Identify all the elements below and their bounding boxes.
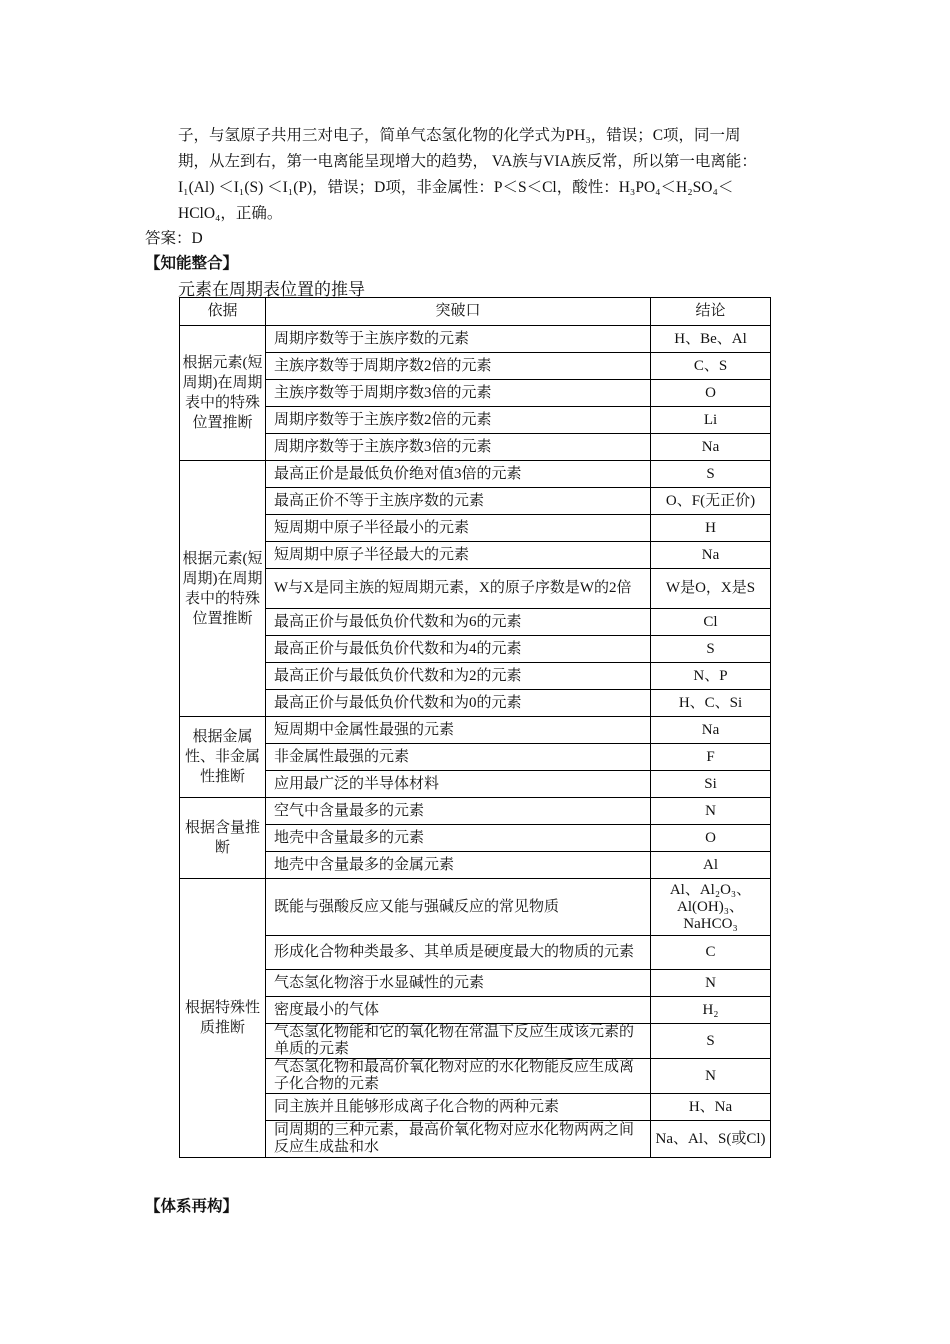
key-cell: 周期序数等于主族序数2倍的元素	[266, 407, 651, 434]
result-cell: N	[651, 1059, 771, 1094]
header-result: 结论	[651, 298, 771, 326]
table-row	[180, 542, 771, 569]
key-cell: 气态氢化物能和它的氧化物在常温下反应生成该元素的单质的元素	[266, 1024, 651, 1059]
table-title: 元素在周期表位置的推导	[178, 280, 365, 299]
result-cell: H₂	[651, 997, 771, 1024]
intro-line: 期，从左到右，第一电离能呈现增大的趋势， VA族与VIA族反常，所以第一电离能：	[178, 153, 757, 170]
key-cell: 最高正价与最低负价代数和为4的元素	[266, 636, 651, 663]
table-row	[180, 771, 771, 798]
result-cell: Al	[651, 852, 771, 879]
result-cell: Li	[651, 407, 771, 434]
table-row	[180, 879, 771, 936]
intro-line: 子，与氢原子共用三对电子，简单气态氢化物的化学式为PH₃，错误；C项，同一周	[178, 127, 741, 144]
table-row	[180, 690, 771, 717]
key-cell: 周期序数等于主族序数的元素	[266, 326, 651, 353]
key-cell: 最高正价与最低负价代数和为0的元素	[266, 690, 651, 717]
key-cell: 最高正价与最低负价代数和为6的元素	[266, 609, 651, 636]
key-cell: 主族序数等于周期序数2倍的元素	[266, 353, 651, 380]
key-cell: 周期序数等于主族序数3倍的元素	[266, 434, 651, 461]
section-heading-system: 【体系再构】	[145, 1198, 239, 1215]
table-row	[180, 1059, 771, 1094]
table-row	[180, 1024, 771, 1059]
key-cell: 气态氢化物和最高价氧化物对应的水化物能反应生成离子化合物的元素	[266, 1059, 651, 1094]
table-row	[180, 1094, 771, 1121]
table-row	[180, 407, 771, 434]
key-cell: 短周期中原子半径最小的元素	[266, 515, 651, 542]
result-cell: H	[651, 515, 771, 542]
result-cell: N	[651, 798, 771, 825]
table-row	[180, 609, 771, 636]
answer-line: 答案：D	[145, 230, 203, 247]
key-cell: 形成化合物种类最多、其单质是硬度最大的物质的元素	[266, 936, 651, 970]
key-cell: 短周期中金属性最强的元素	[266, 717, 651, 744]
key-cell: 密度最小的气体	[266, 997, 651, 1024]
result-cell: N	[651, 970, 771, 997]
table-row	[180, 997, 771, 1024]
key-cell: 地壳中含量最多的元素	[266, 825, 651, 852]
result-cell: H、Be、Al	[651, 326, 771, 353]
result-cell: H、C、Si	[651, 690, 771, 717]
intro-line: I₁(Al) ＜I₁(S) ＜I₁(P)，错误；D项，非金属性：P＜S＜Cl，酸性：H₃PO₄＜H₂SO₄＜	[178, 179, 734, 196]
table-row	[180, 488, 771, 515]
result-cell: Na	[651, 434, 771, 461]
result-cell: O、F(无正价)	[651, 488, 771, 515]
key-cell: 空气中含量最多的元素	[266, 798, 651, 825]
table-row	[180, 380, 771, 407]
key-cell: 既能与强酸反应又能与强碱反应的常见物质	[266, 879, 651, 936]
table-row	[180, 825, 771, 852]
key-cell: 最高正价不等于主族序数的元素	[266, 488, 651, 515]
key-cell: 同周期的三种元素，最高价氧化物对应水化物两两之间反应生成盐和水	[266, 1121, 651, 1158]
table-row	[180, 744, 771, 771]
header-basis: 依据	[180, 298, 266, 326]
key-cell: 应用最广泛的半导体材料	[266, 771, 651, 798]
key-cell: W与X是同主族的短周期元素，X的原子序数是W的2倍	[266, 569, 651, 609]
table-row	[180, 636, 771, 663]
result-cell: W是O，X是S	[651, 569, 771, 609]
result-cell: Na	[651, 542, 771, 569]
table-row	[180, 852, 771, 879]
table-row	[180, 326, 771, 353]
result-cell: S	[651, 1024, 771, 1059]
result-cell: O	[651, 380, 771, 407]
key-cell: 最高正价与最低负价代数和为2的元素	[266, 663, 651, 690]
table-row	[180, 1121, 771, 1158]
table-row	[180, 798, 771, 825]
key-cell: 非金属性最强的元素	[266, 744, 651, 771]
section-heading-knowledge: 【知能整合】	[145, 255, 239, 272]
basis-cell: 根据特殊性质推断	[180, 879, 266, 1158]
result-cell: Na	[651, 717, 771, 744]
basis-cell: 根据元素(短周期)在周期表中的特殊位置推断	[180, 461, 266, 717]
key-cell: 气态氢化物溶于水显碱性的元素	[266, 970, 651, 997]
key-cell: 短周期中原子半径最大的元素	[266, 542, 651, 569]
result-cell: Na、Al、S(或Cl)	[651, 1121, 771, 1158]
result-cell: N、P	[651, 663, 771, 690]
key-cell: 最高正价是最低负价绝对值3倍的元素	[266, 461, 651, 488]
result-cell: C	[651, 936, 771, 970]
basis-cell: 根据元素(短周期)在周期表中的特殊位置推断	[180, 326, 266, 461]
table-row	[180, 663, 771, 690]
result-cell: O	[651, 825, 771, 852]
result-cell: H、Na	[651, 1094, 771, 1121]
key-cell: 同主族并且能够形成离子化合物的两种元素	[266, 1094, 651, 1121]
table-row	[180, 936, 771, 970]
intro-paragraph	[178, 123, 818, 227]
table-row	[180, 461, 771, 488]
key-cell: 主族序数等于周期序数3倍的元素	[266, 380, 651, 407]
table-row	[180, 515, 771, 542]
result-cell: Si	[651, 771, 771, 798]
table-row	[180, 434, 771, 461]
result-cell: S	[651, 636, 771, 663]
table-row	[180, 569, 771, 609]
basis-cell: 根据含量推断	[180, 798, 266, 879]
inference-table	[179, 297, 771, 1158]
key-cell: 地壳中含量最多的金属元素	[266, 852, 651, 879]
table-row	[180, 717, 771, 744]
intro-line: HClO₄，正确。	[178, 205, 283, 222]
table-row	[180, 353, 771, 380]
result-cell: Cl	[651, 609, 771, 636]
result-cell: S	[651, 461, 771, 488]
result-cell: F	[651, 744, 771, 771]
table-body	[180, 326, 771, 1158]
header-key: 突破口	[266, 298, 651, 326]
table-row	[180, 970, 771, 997]
basis-cell: 根据金属性、非金属性推断	[180, 717, 266, 798]
result-cell: Al、Al₂O₃、Al(OH)₃、NaHCO₃	[651, 879, 771, 936]
result-cell: C、S	[651, 353, 771, 380]
